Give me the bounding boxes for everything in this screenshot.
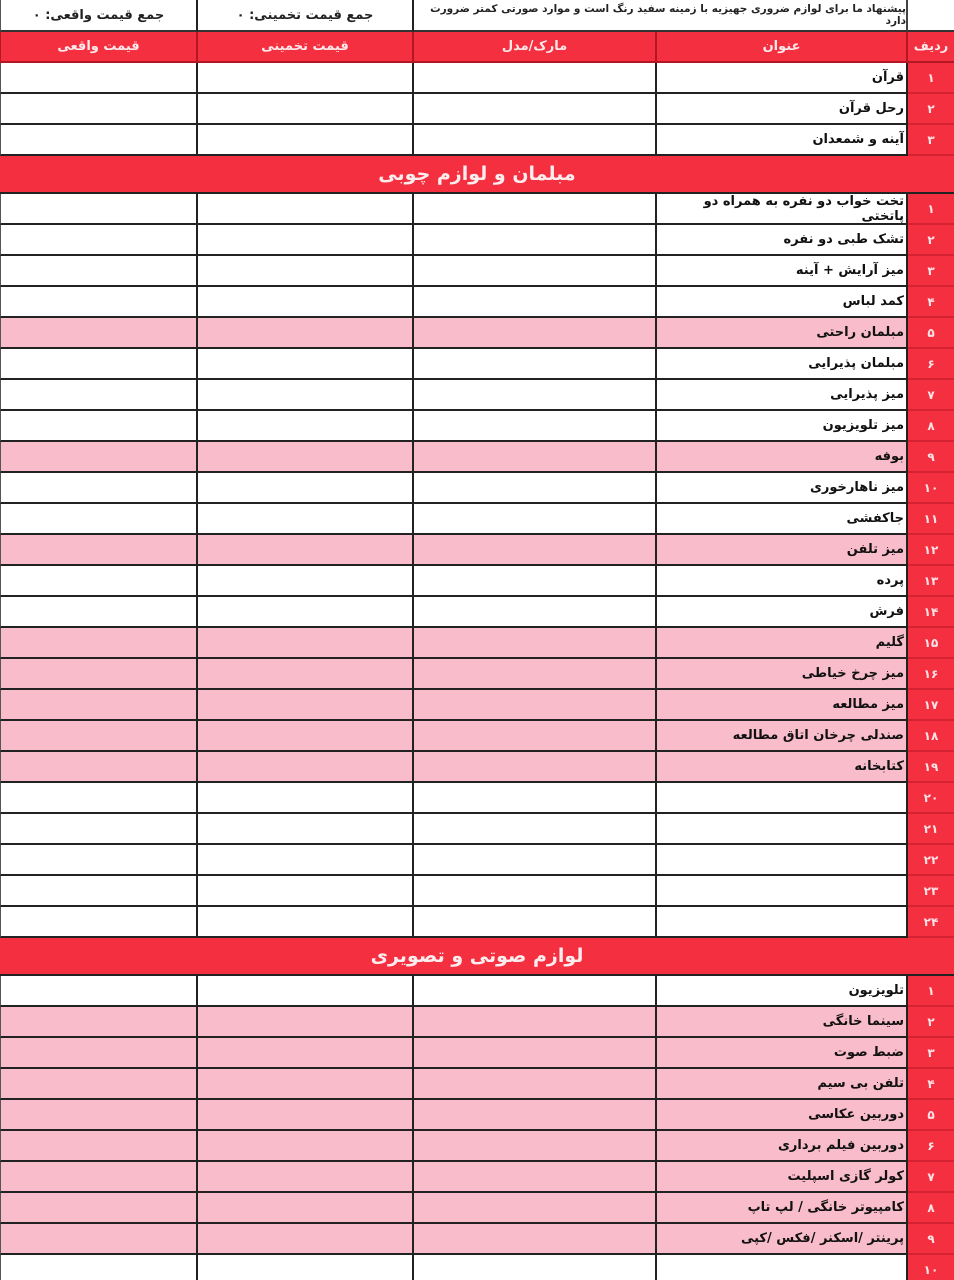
brand-model-cell[interactable] xyxy=(414,566,657,597)
real-price-cell[interactable] xyxy=(0,1255,198,1280)
item-title: گلیم xyxy=(657,628,908,659)
item-title: دوربین فیلم برداری xyxy=(657,1131,908,1162)
table-row xyxy=(0,225,954,256)
item-title: فرش xyxy=(657,597,908,628)
item-title: کامپیوتر خانگی / لپ تاپ xyxy=(657,1193,908,1224)
table-row xyxy=(0,628,954,659)
table-row xyxy=(0,1100,954,1131)
table-row xyxy=(0,597,954,628)
row-index: ۱۱ xyxy=(908,504,954,535)
item-title: پرینتر /اسکنر /فکس /کپی xyxy=(657,1224,908,1255)
table-row xyxy=(0,256,954,287)
col-brand-model: مارک/مدل xyxy=(414,32,657,63)
summary-row xyxy=(0,0,954,32)
real-price-cell[interactable] xyxy=(0,473,198,504)
col-title: عنوان xyxy=(657,32,908,63)
total-estimated-price: جمع قیمت تخمینی: ۰ xyxy=(236,7,374,23)
real-price-cell[interactable] xyxy=(0,380,198,411)
row-index: ۵ xyxy=(908,318,954,349)
row-index: ۲۴ xyxy=(908,907,954,938)
estimated-price-cell[interactable] xyxy=(198,876,414,907)
item-title xyxy=(657,845,908,876)
item-title: سینما خانگی xyxy=(657,1007,908,1038)
brand-model-cell[interactable] xyxy=(414,597,657,628)
brand-model-cell[interactable] xyxy=(414,721,657,752)
real-price-cell[interactable] xyxy=(0,94,198,125)
row-index: ۷ xyxy=(908,380,954,411)
item-title: تلفن بی سیم xyxy=(657,1069,908,1100)
brand-model-cell[interactable] xyxy=(414,1193,657,1224)
estimated-price-cell[interactable] xyxy=(198,1100,414,1131)
table-row xyxy=(0,1069,954,1100)
legend-note: پیشنهاد ما برای لوازم ضروری جهیزیه با زمینه سفید رنگ است و موارد صورتی کمتر ضرورت دارد xyxy=(414,0,908,32)
table-row xyxy=(0,907,954,938)
brand-model-cell[interactable] xyxy=(414,628,657,659)
real-price-cell[interactable] xyxy=(0,1100,198,1131)
brand-model-cell[interactable] xyxy=(414,1069,657,1100)
real-price-cell[interactable] xyxy=(0,659,198,690)
table-row xyxy=(0,690,954,721)
estimated-price-cell[interactable] xyxy=(198,125,414,156)
brand-model-cell[interactable] xyxy=(414,783,657,814)
table-row xyxy=(0,721,954,752)
estimated-price-cell[interactable] xyxy=(198,1255,414,1280)
row-index: ۱۳ xyxy=(908,566,954,597)
brand-model-cell[interactable] xyxy=(414,411,657,442)
brand-model-cell[interactable] xyxy=(414,1007,657,1038)
row-index: ۱ xyxy=(908,194,954,225)
item-title: کمد لباس xyxy=(657,287,908,318)
item-title: رحل قرآن xyxy=(657,94,908,125)
row-index: ۲۳ xyxy=(908,876,954,907)
table-row xyxy=(0,535,954,566)
item-title: کتابخانه xyxy=(657,752,908,783)
brand-model-cell[interactable] xyxy=(414,94,657,125)
table-row xyxy=(0,1131,954,1162)
item-title: میز تلفن xyxy=(657,535,908,566)
corner-cell xyxy=(908,0,954,32)
brand-model-cell[interactable] xyxy=(414,1131,657,1162)
item-title: میز مطالعه xyxy=(657,690,908,721)
estimated-price-cell[interactable] xyxy=(198,976,414,1007)
row-index: ۱۰ xyxy=(908,473,954,504)
estimated-price-cell[interactable] xyxy=(198,194,414,225)
real-price-cell[interactable] xyxy=(0,125,198,156)
row-index: ۱۷ xyxy=(908,690,954,721)
real-price-cell[interactable] xyxy=(0,442,198,473)
real-price-cell[interactable] xyxy=(0,597,198,628)
real-price-cell[interactable] xyxy=(0,63,198,94)
table-row xyxy=(0,876,954,907)
estimated-price-cell[interactable] xyxy=(198,1131,414,1162)
item-title xyxy=(657,1255,908,1280)
estimated-price-cell[interactable] xyxy=(198,566,414,597)
total-real-price-cell xyxy=(0,0,198,32)
row-index: ۴ xyxy=(908,287,954,318)
section-title: لوازم صوتی و تصویری xyxy=(370,945,584,967)
estimated-price-cell[interactable] xyxy=(198,1069,414,1100)
estimated-price-cell[interactable] xyxy=(198,752,414,783)
row-index: ۵ xyxy=(908,1100,954,1131)
estimated-price-cell[interactable] xyxy=(198,1224,414,1255)
row-index: ۷ xyxy=(908,1162,954,1193)
table-row xyxy=(0,63,954,94)
estimated-price-cell[interactable] xyxy=(198,814,414,845)
estimated-price-cell[interactable] xyxy=(198,721,414,752)
estimated-price-cell[interactable] xyxy=(198,597,414,628)
real-price-cell[interactable] xyxy=(0,1224,198,1255)
estimated-price-cell[interactable] xyxy=(198,63,414,94)
item-title: تخت خواب دو نفره به همراه دو پاتختی xyxy=(657,194,908,225)
estimated-price-cell[interactable] xyxy=(198,535,414,566)
item-title: قرآن xyxy=(657,63,908,94)
brand-model-cell[interactable] xyxy=(414,318,657,349)
real-price-cell[interactable] xyxy=(0,1162,198,1193)
brand-model-cell[interactable] xyxy=(414,63,657,94)
estimated-price-cell[interactable] xyxy=(198,287,414,318)
row-index: ۲۲ xyxy=(908,845,954,876)
row-index: ۱۲ xyxy=(908,535,954,566)
brand-model-cell[interactable] xyxy=(414,976,657,1007)
row-index: ۲ xyxy=(908,1007,954,1038)
row-index: ۸ xyxy=(908,411,954,442)
table-row xyxy=(0,566,954,597)
table-row xyxy=(0,473,954,504)
real-price-cell[interactable] xyxy=(0,845,198,876)
row-index: ۱۵ xyxy=(908,628,954,659)
estimated-price-cell[interactable] xyxy=(198,256,414,287)
table-row xyxy=(0,349,954,380)
total-real-price: جمع قیمت واقعی: ۰ xyxy=(32,7,165,23)
real-price-cell[interactable] xyxy=(0,907,198,938)
real-price-cell[interactable] xyxy=(0,287,198,318)
real-price-cell[interactable] xyxy=(0,1007,198,1038)
estimated-price-cell[interactable] xyxy=(198,504,414,535)
table-row xyxy=(0,814,954,845)
real-price-cell[interactable] xyxy=(0,256,198,287)
brand-model-cell[interactable] xyxy=(414,349,657,380)
estimated-price-cell[interactable] xyxy=(198,628,414,659)
item-title: آینه و شمعدان xyxy=(657,125,908,156)
table-row xyxy=(0,194,954,225)
brand-model-cell[interactable] xyxy=(414,1100,657,1131)
estimated-price-cell[interactable] xyxy=(198,1162,414,1193)
table-row xyxy=(0,783,954,814)
brand-model-cell[interactable] xyxy=(414,690,657,721)
brand-model-cell[interactable] xyxy=(414,845,657,876)
brand-model-cell[interactable] xyxy=(414,473,657,504)
brand-model-cell[interactable] xyxy=(414,287,657,318)
estimated-price-cell[interactable] xyxy=(198,659,414,690)
table-row xyxy=(0,845,954,876)
real-price-cell[interactable] xyxy=(0,876,198,907)
brand-model-cell[interactable] xyxy=(414,442,657,473)
table-row xyxy=(0,752,954,783)
row-index: ۱۴ xyxy=(908,597,954,628)
item-title xyxy=(657,876,908,907)
real-price-cell[interactable] xyxy=(0,814,198,845)
estimated-price-cell[interactable] xyxy=(198,690,414,721)
brand-model-cell[interactable] xyxy=(414,256,657,287)
section-header xyxy=(0,156,954,194)
item-title: میز آرایش + آینه xyxy=(657,256,908,287)
brand-model-cell[interactable] xyxy=(414,814,657,845)
col-real-price: قیمت واقعی xyxy=(0,32,198,63)
item-title: دوربین عکاسی xyxy=(657,1100,908,1131)
row-index: ۴ xyxy=(908,1069,954,1100)
brand-model-cell[interactable] xyxy=(414,380,657,411)
item-title: جاکفشی xyxy=(657,504,908,535)
item-title: میز ناهارخوری xyxy=(657,473,908,504)
item-title: میز تلویزیون xyxy=(657,411,908,442)
real-price-cell[interactable] xyxy=(0,1069,198,1100)
estimated-price-cell[interactable] xyxy=(198,783,414,814)
table-row xyxy=(0,411,954,442)
real-price-cell[interactable] xyxy=(0,318,198,349)
estimated-price-cell[interactable] xyxy=(198,349,414,380)
brand-model-cell[interactable] xyxy=(414,876,657,907)
item-title: بوفه xyxy=(657,442,908,473)
item-title: میز پذیرایی xyxy=(657,380,908,411)
table-row xyxy=(0,1224,954,1255)
brand-model-cell[interactable] xyxy=(414,504,657,535)
row-index: ۱۹ xyxy=(908,752,954,783)
item-title: مبلمان پذیرایی xyxy=(657,349,908,380)
estimated-price-cell[interactable] xyxy=(198,94,414,125)
brand-model-cell[interactable] xyxy=(414,1255,657,1280)
table-row xyxy=(0,1038,954,1069)
row-index: ۹ xyxy=(908,442,954,473)
row-index: ۲۱ xyxy=(908,814,954,845)
estimated-price-cell[interactable] xyxy=(198,1193,414,1224)
real-price-cell[interactable] xyxy=(0,225,198,256)
row-index: ۸ xyxy=(908,1193,954,1224)
brand-model-cell[interactable] xyxy=(414,535,657,566)
section-title: مبلمان و لوازم چوبی xyxy=(378,163,576,185)
real-price-cell[interactable] xyxy=(0,535,198,566)
item-title: تشک طبی دو نفره xyxy=(657,225,908,256)
real-price-cell[interactable] xyxy=(0,1193,198,1224)
estimated-price-cell[interactable] xyxy=(198,442,414,473)
row-index: ۲ xyxy=(908,225,954,256)
brand-model-cell[interactable] xyxy=(414,1038,657,1069)
real-price-cell[interactable] xyxy=(0,690,198,721)
table-row xyxy=(0,1007,954,1038)
table-row xyxy=(0,94,954,125)
estimated-price-cell[interactable] xyxy=(198,907,414,938)
row-index: ۱ xyxy=(908,976,954,1007)
estimated-price-cell[interactable] xyxy=(198,380,414,411)
table-row xyxy=(0,1162,954,1193)
item-title: مبلمان راحتی xyxy=(657,318,908,349)
row-index: ۶ xyxy=(908,349,954,380)
table-row xyxy=(0,442,954,473)
table-row xyxy=(0,976,954,1007)
estimated-price-cell[interactable] xyxy=(198,318,414,349)
row-index: ۳ xyxy=(908,256,954,287)
brand-model-cell[interactable] xyxy=(414,194,657,225)
real-price-cell[interactable] xyxy=(0,194,198,225)
table-row xyxy=(0,1255,954,1280)
table-row xyxy=(0,380,954,411)
item-title: پرده xyxy=(657,566,908,597)
row-index: ۱ xyxy=(908,63,954,94)
item-title: صندلی چرخان اتاق مطالعه xyxy=(657,721,908,752)
estimated-price-cell[interactable] xyxy=(198,225,414,256)
brand-model-cell[interactable] xyxy=(414,125,657,156)
real-price-cell[interactable] xyxy=(0,566,198,597)
item-title xyxy=(657,814,908,845)
item-title: میز چرخ خیاطی xyxy=(657,659,908,690)
estimated-price-cell[interactable] xyxy=(198,1007,414,1038)
brand-model-cell[interactable] xyxy=(414,659,657,690)
table-row xyxy=(0,318,954,349)
row-index: ۱۰ xyxy=(908,1255,954,1280)
row-index: ۲۰ xyxy=(908,783,954,814)
brand-model-cell[interactable] xyxy=(414,907,657,938)
brand-model-cell[interactable] xyxy=(414,1162,657,1193)
item-title xyxy=(657,783,908,814)
table-row xyxy=(0,1193,954,1224)
estimated-price-cell[interactable] xyxy=(198,1038,414,1069)
column-header-row xyxy=(0,32,954,63)
table-row xyxy=(0,287,954,318)
item-title xyxy=(657,907,908,938)
real-price-cell[interactable] xyxy=(0,976,198,1007)
real-price-cell[interactable] xyxy=(0,411,198,442)
col-estimated-price: قیمت تخمینی xyxy=(198,32,414,63)
brand-model-cell[interactable] xyxy=(414,225,657,256)
row-index: ۳ xyxy=(908,1038,954,1069)
row-index: ۹ xyxy=(908,1224,954,1255)
item-title: کولر گازی اسپلیت xyxy=(657,1162,908,1193)
table-row xyxy=(0,504,954,535)
table-row xyxy=(0,659,954,690)
brand-model-cell[interactable] xyxy=(414,1224,657,1255)
row-index: ۱۸ xyxy=(908,721,954,752)
item-title: تلویزیون xyxy=(657,976,908,1007)
estimated-price-cell[interactable] xyxy=(198,473,414,504)
item-title: ضبط صوت xyxy=(657,1038,908,1069)
real-price-cell[interactable] xyxy=(0,752,198,783)
real-price-cell[interactable] xyxy=(0,1131,198,1162)
real-price-cell[interactable] xyxy=(0,349,198,380)
brand-model-cell[interactable] xyxy=(414,752,657,783)
estimated-price-cell[interactable] xyxy=(198,845,414,876)
col-index: ردیف xyxy=(908,32,954,63)
table-row xyxy=(0,125,954,156)
real-price-cell[interactable] xyxy=(0,1038,198,1069)
real-price-cell[interactable] xyxy=(0,504,198,535)
real-price-cell[interactable] xyxy=(0,783,198,814)
section-header xyxy=(0,938,954,976)
total-estimated-price-cell xyxy=(198,0,414,32)
row-index: ۳ xyxy=(908,125,954,156)
row-index: ۶ xyxy=(908,1131,954,1162)
real-price-cell[interactable] xyxy=(0,628,198,659)
row-index: ۲ xyxy=(908,94,954,125)
row-index: ۱۶ xyxy=(908,659,954,690)
real-price-cell[interactable] xyxy=(0,721,198,752)
estimated-price-cell[interactable] xyxy=(198,411,414,442)
